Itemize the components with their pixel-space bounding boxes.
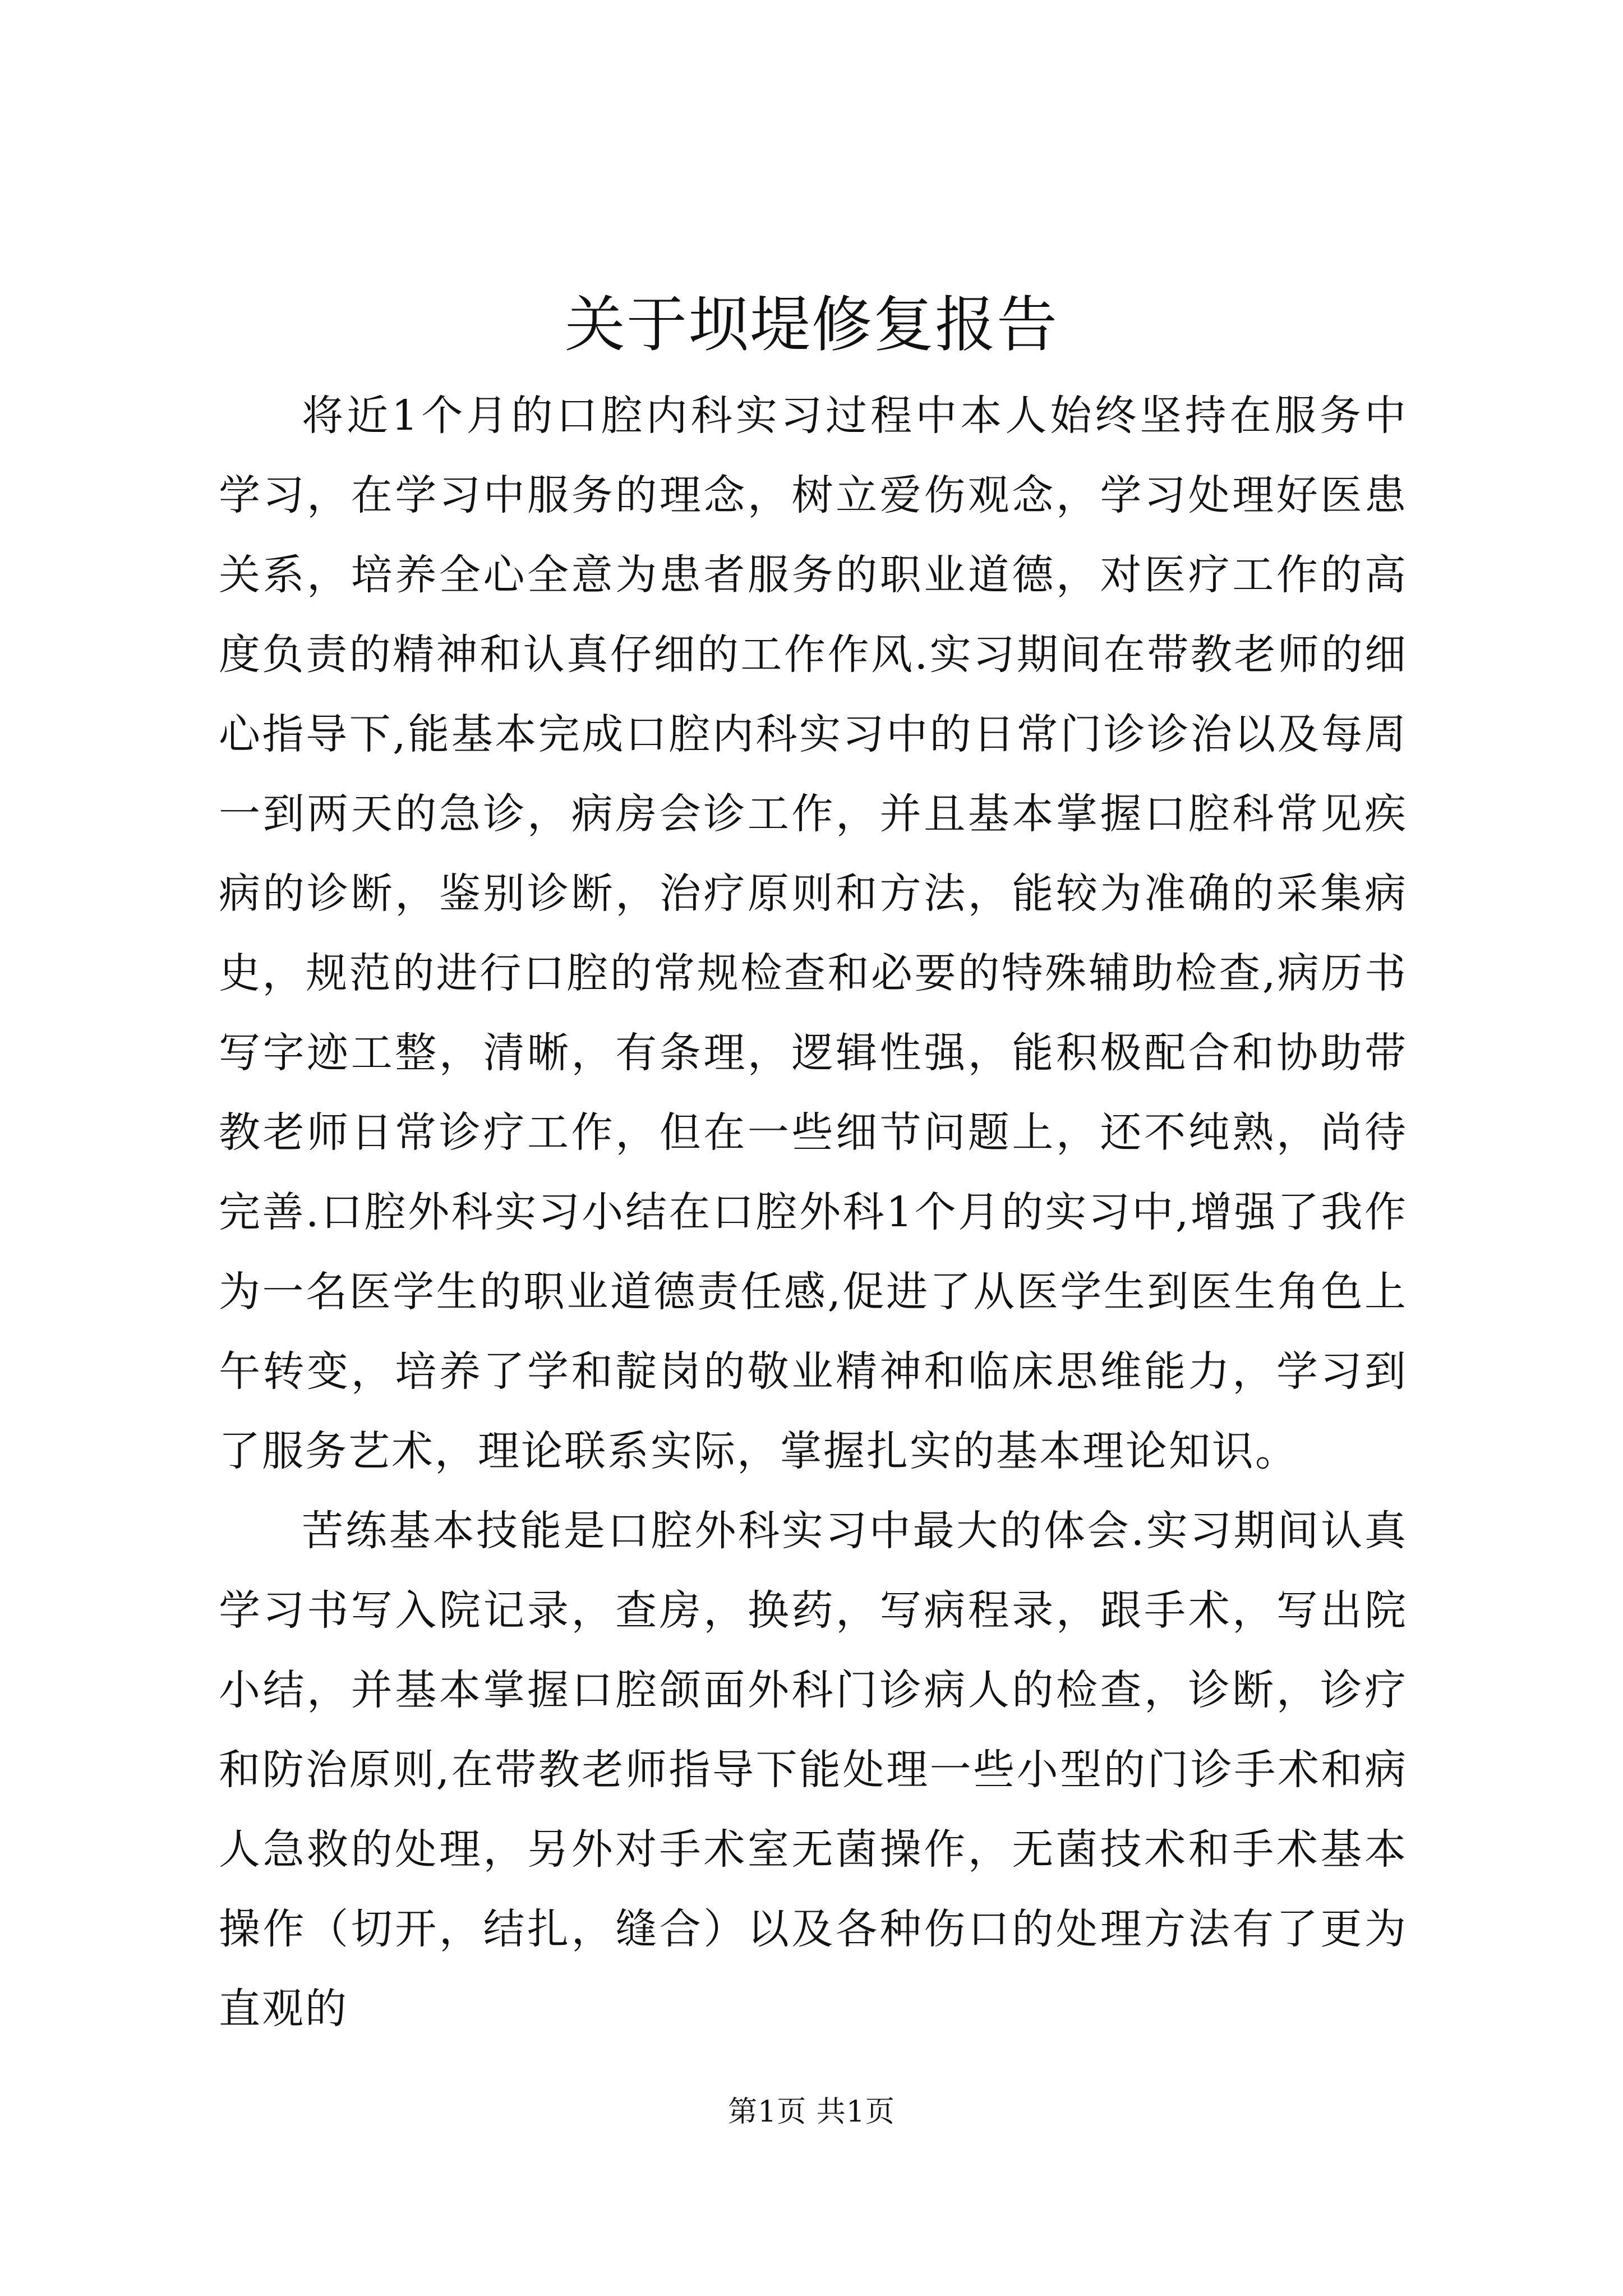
- paragraph-1: 将近1个月的口腔内科实习过程中本人始终坚持在服务中学习，在学习中服务的理念，树立爱伤观念，学习处理好医患关系，培养全心全意为患者服务的职业道德，对医疗工作的高度负责的精神和认真仔细的工作作风.实习期间在带教老师的细心指导下,能基本完成口腔内科实习中的日常门诊诊治以及每周一到两天的急诊，病房会诊工作，并且基本掌握口腔科常见疾病的诊断，鉴别诊断，治疗原则和方法，能较为准确的采集病史，规范的进行口腔的常规检查和必要的特殊辅助检查,病历书写字迹工整，清晰，有条理，逻辑性强，能积极配合和协助带教老师日常诊疗工作，但在一些细节问题上，还不纯熟，尚待完善.口腔外科实习小结在口腔外科1个月的实习中,增强了我作为一名医学生的职业道德责任感,促进了从医学生到医生角色上午转变，培养了学和靛岗的敬业精神和临床思维能力，学习到了服务艺术，理论联系实际，掌握扎实的基本理论知识。: [219, 392, 1408, 1475]
- document-body: [219, 376, 1408, 2049]
- page-footer: 第1页 共1页: [728, 2095, 895, 2129]
- paragraph-2: 苦练基本技能是口腔外科实习中最大的体会.实习期间认真学习书写入院记录，查房，换药，写病程录，跟手术，写出院小结，并基本掌握口腔颌面外科门诊病人的检查，诊断，诊疗和防治原则,在带教老师指导下能处理一些小型的门诊手术和病人急救的处理，另外对手术室无菌操作，无菌技术和手术基本操作（切开，结扎，缝合）以及各种伤口的处理方法有了更为直观的: [219, 1507, 1408, 2033]
- document-title: 关于坝堤修复报告: [564, 290, 1058, 360]
